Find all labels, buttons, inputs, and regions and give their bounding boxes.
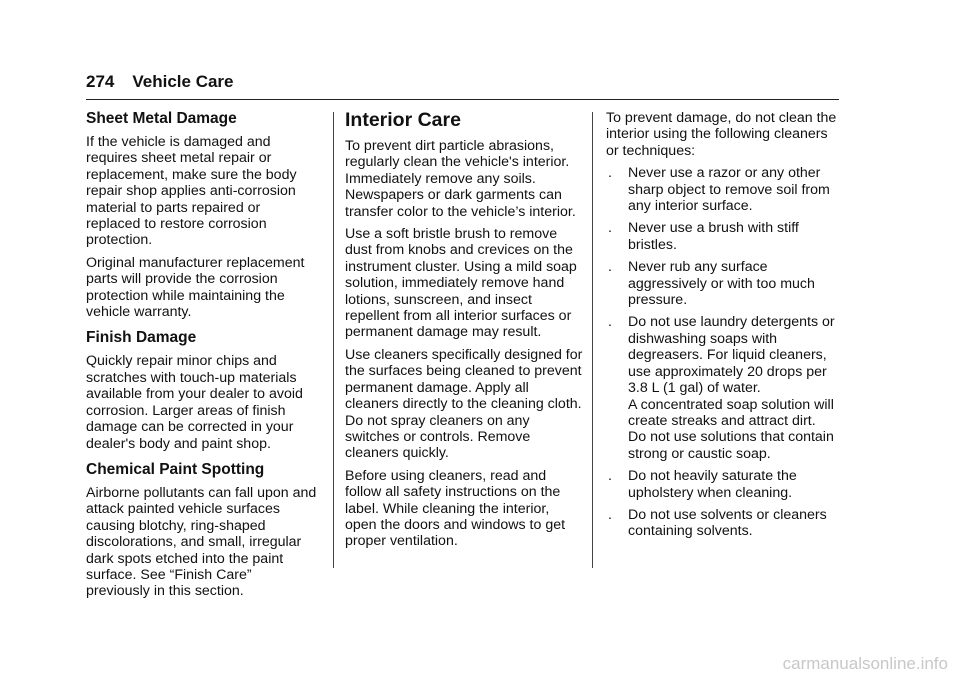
page-number: 274: [86, 72, 115, 91]
watermark: carmanualsonline.info: [782, 654, 948, 673]
paragraph: Quickly repair minor chips and scratches with touch-up materials available from your dealer to avoid corrosion. Larger areas of finish damage can be corrected in your dealer's body and paint shop.: [86, 353, 303, 452]
bullet-mark: .: [608, 314, 612, 331]
bullet-mark: .: [608, 506, 612, 523]
list-item: [606, 468, 842, 501]
paragraph: Before using cleaners, read and follow all safety instructions on the label. While cleaning the interior, open the doors and windows to get proper ventilation.: [345, 467, 566, 550]
list-item: [606, 507, 842, 540]
list-item: [606, 259, 842, 308]
bullet-mark: .: [608, 468, 612, 485]
list-item-text: Never rub any surface aggressively or with too much pressure.: [628, 259, 815, 309]
heading-sheet-metal-damage: Sheet Metal Damage: [86, 110, 237, 127]
bullet-mark: .: [608, 165, 612, 182]
heading-chemical-paint-spotting: Chemical Paint Spotting: [86, 460, 265, 478]
column-divider-left: [333, 112, 334, 568]
intro-paragraph: To prevent damage, do not clean the interior using the following cleaners or techniques:: [606, 110, 837, 159]
list-item-text: Do not use laundry detergents or dishwashing soaps with degreasers. For liquid cleaners, use approximately 20 drops per 3.8 L (1 gal) of water.: [628, 314, 835, 397]
running-header: [86, 72, 234, 92]
bullet-list: [606, 165, 842, 540]
list-item-text: Never use a razor or any other sharp object to remove soil from any interior surface.: [628, 165, 830, 215]
column-right: [606, 110, 842, 546]
column-left: [86, 109, 318, 606]
paragraph: Use cleaners specifically designed for the surfaces being cleaned to prevent permanent damage. Apply all cleaners directly to the cleaning cloth. Do not spray cleaners on any switches or controls. Remove cleaners quickly.: [345, 346, 583, 462]
paragraph: Use a soft bristle brush to remove dust from knobs and crevices on the instrument cluster. Using a mild soap solution, immediately remove hand lotions, sunscreen, and insect repellent from all interior surfaces or permanent damage may result.: [345, 226, 577, 341]
list-item: [606, 165, 842, 214]
paragraph: Original manufacturer replacement parts will provide the corrosion protection while maintaining the vehicle warranty.: [86, 254, 305, 321]
paragraph: To prevent dirt particle abrasions, regularly clean the vehicle's interior. Immediately remove any soils. Newspapers or dark garments can transfer color to the vehicle’s interior.: [345, 138, 576, 220]
bullet-mark: .: [608, 259, 612, 276]
list-item-continuation: Do not use solutions that contain strong or caustic soap.: [628, 429, 834, 462]
bullet-mark: .: [608, 220, 612, 237]
column-divider-right: [592, 112, 593, 568]
heading-finish-damage: Finish Damage: [86, 329, 197, 347]
list-item-continuation: A concentrated soap solution will create streaks and attract dirt.: [628, 396, 834, 429]
list-item-text: Do not heavily saturate the upholstery when cleaning.: [628, 468, 797, 501]
list-item: [606, 314, 842, 462]
section-title: Vehicle Care: [132, 72, 234, 91]
column-middle: [345, 108, 583, 556]
list-item-text: Never use a brush with stiff bristles.: [628, 220, 799, 253]
list-item-text: Do not use solvents or cleaners containing solvents.: [628, 506, 827, 540]
paragraph: If the vehicle is damaged and requires sheet metal repair or replacement, make sure the body repair shop applies anti-corrosion material to parts repaired or replaced to restore corrosion protection.: [86, 134, 297, 249]
heading-interior-care: Interior Care: [345, 109, 461, 131]
header-rule: [86, 99, 839, 100]
list-item: [606, 220, 842, 253]
paragraph: Airborne pollutants can fall upon and attack painted vehicle surfaces causing blotchy, ring-shaped discolorations, and small, irregular dark spots etched into the paint surface. See “Finish Care” previously in this section.: [86, 484, 317, 600]
